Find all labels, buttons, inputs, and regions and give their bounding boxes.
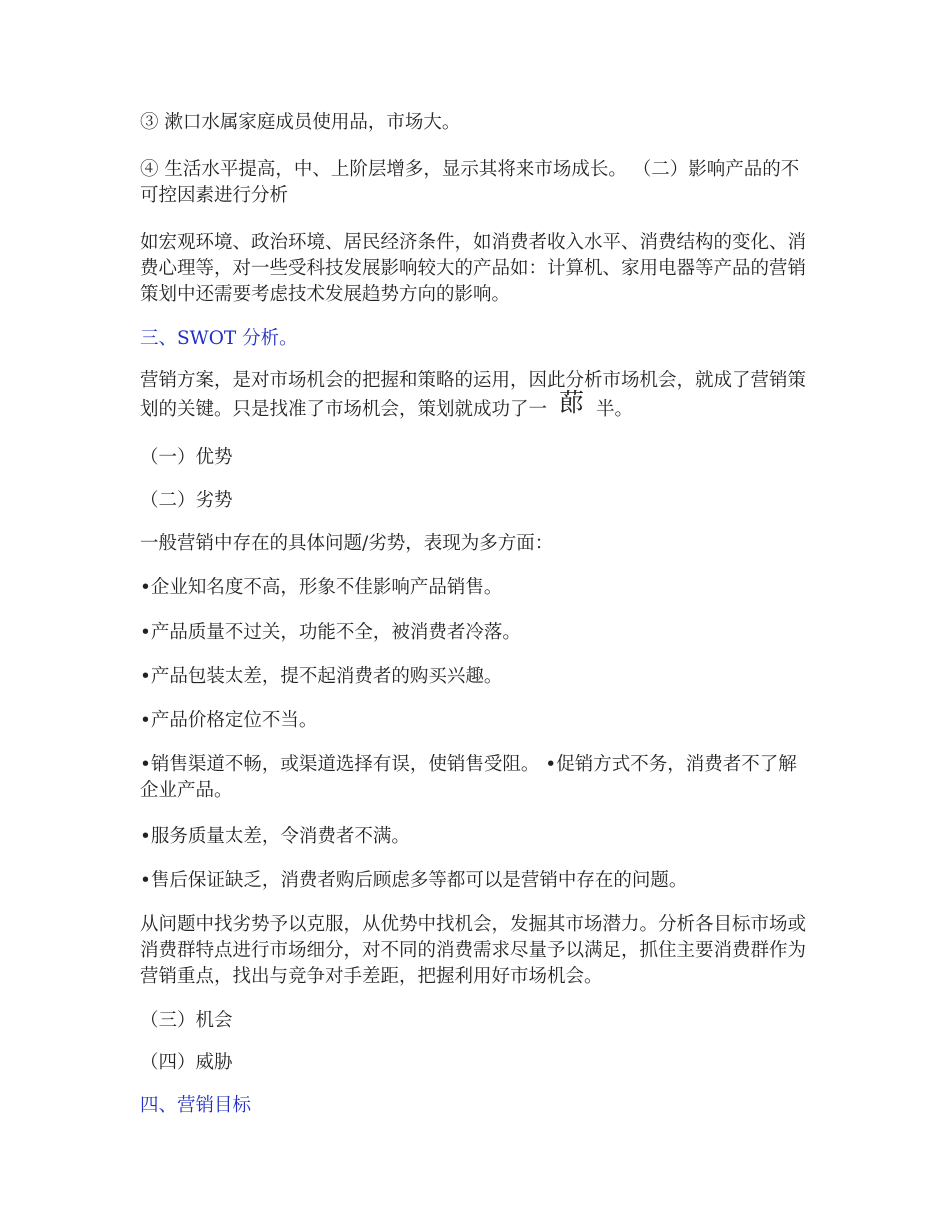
bullet-service-quality: •服务质量太差，令消费者不满。 [140,826,410,847]
paragraph-living-standard: ④ 生活水平提高，中、上阶层增多，显示其将来市场成长。 （二）影响产品的不可控因素进行分析 [140,159,800,206]
subheading-strengths: （一）优势 [140,447,233,468]
paragraph-find-opportunity: 从问题中找劣势予以克服，从优势中找机会，发掘其市场潜力。分析各目标市场或消费群特点进行市场细分，对不同的消费需求尽量予以满足，抓住主要消费群作为营销重点，找出与竞争对手差距，把握利用好市场机会。 [140,914,807,987]
bullet-packaging: •产品包装太差，提不起消费者的购买兴趣。 [140,666,503,687]
paragraph-marketing-plan-text: 营销方案，是对市场机会的把握和策略的运用，因此分析市场机会，就成了营销策划的关键。只是找准了市场机会，策划就成功了一 [140,370,807,420]
subheading-opportunities: （三）机会 [140,1010,233,1031]
bullet-after-sales: •售后保证缺乏，消费者购后顾虑多等都可以是营销中存在的问题。 [140,870,688,891]
bullet-brand-awareness: •企业知名度不高，形象不佳影响产品销售。 [140,577,503,598]
paragraph-marketing-plan-odd-char: 蓈 [559,388,585,417]
paragraph-marketing-plan-end: 半。 [596,399,634,420]
paragraph-macro-environment: 如宏观环境、政治环境、居民经济条件，如消费者收入水平、消费结构的变化、消费心理等，对一些受科技发展影响较大的产品如：计算机、家用电器等产品的营销策划中还需要考虑技术发展趋势方向的影响。 [140,232,807,305]
paragraph-weakness-intro: 一般营销中存在的具体问题/劣势，表现为多方面： [140,533,554,554]
paragraph-marketing-plan [140,368,812,423]
section-heading-marketing-goals: 四、营销目标 [140,1095,252,1116]
paragraph-mouthwash-household: ③ 漱口水属家庭成员使用品，市场大。 [140,112,461,133]
bullet-sales-channels: •销售渠道不畅，或渠道选择有误，使销售受阻。 •促销方式不务，消费者不了解企业产品。 [140,754,797,801]
bullet-product-quality: •产品质量不过关，功能不全，被消费者冷落。 [140,622,521,643]
subheading-weaknesses: （二）劣势 [140,490,233,511]
subheading-threats: （四）威胁 [140,1052,233,1073]
section-heading-swot: 三、SWOT 分析。 [140,328,298,349]
bullet-pricing: •产品价格定位不当。 [140,710,318,731]
